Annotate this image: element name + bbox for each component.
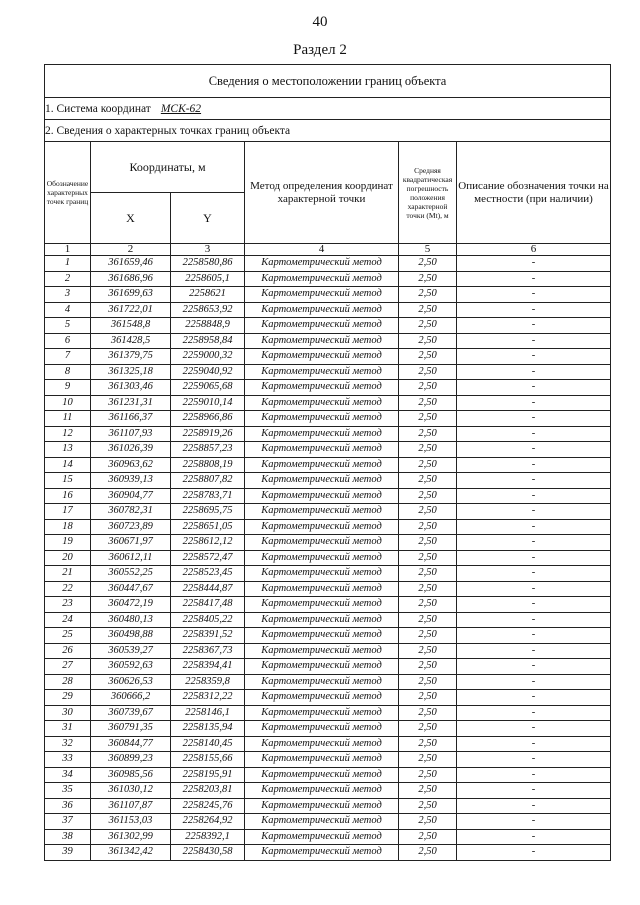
coord-y: 2258264,92 [171,814,245,830]
table-row [45,411,611,427]
coord-x: 360791,35 [91,721,171,737]
accuracy: 2,50 [399,271,457,287]
coord-y: 2258651,05 [171,519,245,535]
table-row [45,597,611,613]
table-row [45,767,611,783]
table-row [45,442,611,458]
coord-x: 361231,31 [91,395,171,411]
table-row [45,349,611,365]
table-row [45,488,611,504]
description: - [457,287,611,303]
table-row [45,302,611,318]
method: Картометрический метод [245,364,399,380]
point-number: 26 [45,643,91,659]
header-point-designation: Обозначение характерных точек границ [45,142,91,244]
coord-x: 360985,56 [91,767,171,783]
coord-x: 360904,77 [91,488,171,504]
coord-x: 360939,13 [91,473,171,489]
coord-x: 361302,99 [91,829,171,845]
table-row [45,566,611,582]
description: - [457,628,611,644]
coord-x: 361722,01 [91,302,171,318]
accuracy: 2,50 [399,566,457,582]
coord-y: 2259000,32 [171,349,245,365]
point-number: 28 [45,674,91,690]
accuracy: 2,50 [399,411,457,427]
accuracy: 2,50 [399,318,457,334]
accuracy: 2,50 [399,550,457,566]
points-title-row [45,120,611,142]
description: - [457,721,611,737]
table-row [45,659,611,675]
point-number: 31 [45,721,91,737]
coord-y: 2258580,86 [171,256,245,272]
method: Картометрический метод [245,488,399,504]
description: - [457,488,611,504]
method: Картометрический метод [245,442,399,458]
point-number: 1 [45,256,91,272]
table-row [45,612,611,628]
coord-y: 2258621 [171,287,245,303]
table-row [45,829,611,845]
coord-x: 360626,53 [91,674,171,690]
method: Картометрический метод [245,535,399,551]
description: - [457,690,611,706]
point-number: 8 [45,364,91,380]
point-number: 33 [45,752,91,768]
point-number: 23 [45,597,91,613]
points-title: 2. Сведения о характерных точках границ объекта [45,120,611,142]
coord-x: 361428,5 [91,333,171,349]
description: - [457,581,611,597]
method: Картометрический метод [245,411,399,427]
description: - [457,333,611,349]
table-row [45,643,611,659]
coord-y: 2258966,86 [171,411,245,427]
point-number: 29 [45,690,91,706]
method: Картометрический метод [245,690,399,706]
accuracy: 2,50 [399,488,457,504]
accuracy: 2,50 [399,783,457,799]
method: Картометрический метод [245,318,399,334]
description: - [457,457,611,473]
method: Картометрический метод [245,349,399,365]
table-row [45,628,611,644]
accuracy: 2,50 [399,519,457,535]
description: - [457,256,611,272]
point-number: 22 [45,581,91,597]
description: - [457,519,611,535]
coord-x: 360447,67 [91,581,171,597]
coord-x: 361166,37 [91,411,171,427]
coord-x: 360612,11 [91,550,171,566]
coord-y: 2258605,1 [171,271,245,287]
coord-x: 360539,27 [91,643,171,659]
coord-y: 2258155,66 [171,752,245,768]
coord-y: 2258807,82 [171,473,245,489]
coord-x: 360552,25 [91,566,171,582]
point-number: 39 [45,845,91,861]
coord-y: 2258203,81 [171,783,245,799]
method: Картометрический метод [245,814,399,830]
table-row [45,519,611,535]
method: Картометрический метод [245,380,399,396]
coord-y: 2258417,48 [171,597,245,613]
coord-y: 2258444,87 [171,581,245,597]
method: Картометрический метод [245,767,399,783]
column-number: 5 [399,244,457,256]
point-number: 11 [45,411,91,427]
accuracy: 2,50 [399,597,457,613]
coord-x: 360844,77 [91,736,171,752]
point-number: 14 [45,457,91,473]
method: Картометрический метод [245,256,399,272]
method: Картометрический метод [245,473,399,489]
coord-x: 361659,46 [91,256,171,272]
coord-y: 2258140,45 [171,736,245,752]
description: - [457,535,611,551]
table-row [45,333,611,349]
method: Картометрический метод [245,659,399,675]
coord-x: 361325,18 [91,364,171,380]
column-number: 6 [457,244,611,256]
method: Картометрический метод [245,519,399,535]
header-y: Y [171,193,245,244]
method: Картометрический метод [245,504,399,520]
method: Картометрический метод [245,705,399,721]
coord-x: 360498,88 [91,628,171,644]
coord-x: 360671,97 [91,535,171,551]
table-row [45,690,611,706]
description: - [457,829,611,845]
description: - [457,380,611,396]
header-description: Описание обозначения точки на местности (при наличии) [457,142,611,244]
point-number: 27 [45,659,91,675]
description: - [457,612,611,628]
coord-x: 361153,03 [91,814,171,830]
description: - [457,473,611,489]
description: - [457,783,611,799]
point-number: 16 [45,488,91,504]
description: - [457,566,611,582]
coord-y: 2258653,92 [171,302,245,318]
table-row [45,395,611,411]
accuracy: 2,50 [399,535,457,551]
table-row [45,705,611,721]
description: - [457,302,611,318]
description: - [457,504,611,520]
table-row [45,504,611,520]
header-row-1 [45,142,611,193]
table-row [45,364,611,380]
point-number: 4 [45,302,91,318]
table-row [45,271,611,287]
column-number: 1 [45,244,91,256]
coord-y: 2259040,92 [171,364,245,380]
table-title-row [45,65,611,98]
description: - [457,442,611,458]
accuracy: 2,50 [399,659,457,675]
description: - [457,395,611,411]
coord-x: 361699,63 [91,287,171,303]
accuracy: 2,50 [399,426,457,442]
accuracy: 2,50 [399,643,457,659]
coord-x: 360963,62 [91,457,171,473]
coord-y: 2258695,75 [171,504,245,520]
coord-y: 2259065,68 [171,380,245,396]
coord-y: 2258359,8 [171,674,245,690]
coord-y: 2258367,73 [171,643,245,659]
method: Картометрический метод [245,302,399,318]
point-number: 9 [45,380,91,396]
description: - [457,845,611,861]
point-number: 6 [45,333,91,349]
method: Картометрический метод [245,736,399,752]
method: Картометрический метод [245,271,399,287]
header-method: Метод определения координат характерной точки [245,142,399,244]
boundary-points-table [44,64,611,861]
description: - [457,318,611,334]
column-number: 3 [171,244,245,256]
coord-y: 2258808,19 [171,457,245,473]
coord-x: 361342,42 [91,845,171,861]
table-row [45,473,611,489]
coord-y: 2258612,12 [171,535,245,551]
table-row [45,798,611,814]
coord-x: 360480,13 [91,612,171,628]
coord-x: 361107,93 [91,426,171,442]
table-row [45,457,611,473]
coord-y: 2258572,47 [171,550,245,566]
table-row [45,674,611,690]
method: Картометрический метод [245,643,399,659]
description: - [457,814,611,830]
table-row [45,426,611,442]
method: Картометрический метод [245,829,399,845]
description: - [457,364,611,380]
point-number: 37 [45,814,91,830]
description: - [457,349,611,365]
accuracy: 2,50 [399,612,457,628]
point-number: 17 [45,504,91,520]
coord-system-label: 1. Система координат [45,102,151,115]
coord-x: 361379,75 [91,349,171,365]
coord-system-row [45,98,611,120]
method: Картометрический метод [245,566,399,582]
description: - [457,736,611,752]
coord-y: 2258783,71 [171,488,245,504]
accuracy: 2,50 [399,736,457,752]
coord-y: 2258958,84 [171,333,245,349]
accuracy: 2,50 [399,628,457,644]
coord-x: 360899,23 [91,752,171,768]
method: Картометрический метод [245,798,399,814]
description: - [457,411,611,427]
accuracy: 2,50 [399,721,457,737]
accuracy: 2,50 [399,302,457,318]
accuracy: 2,50 [399,442,457,458]
accuracy: 2,50 [399,349,457,365]
point-number: 19 [45,535,91,551]
description: - [457,798,611,814]
point-number: 7 [45,349,91,365]
point-number: 32 [45,736,91,752]
table-row [45,814,611,830]
method: Картометрический метод [245,674,399,690]
coord-y: 2258848,9 [171,318,245,334]
accuracy: 2,50 [399,829,457,845]
coord-x: 361548,8 [91,318,171,334]
description: - [457,674,611,690]
table-row [45,721,611,737]
description: - [457,426,611,442]
table-row [45,256,611,272]
coord-x: 361686,96 [91,271,171,287]
coord-x: 361107,87 [91,798,171,814]
point-number: 30 [45,705,91,721]
section-title: Раздел 2 [293,42,347,58]
accuracy: 2,50 [399,457,457,473]
method: Картометрический метод [245,845,399,861]
point-number: 5 [45,318,91,334]
method: Картометрический метод [245,628,399,644]
page-number: 40 [312,14,328,30]
table-row [45,550,611,566]
point-number: 3 [45,287,91,303]
point-number: 25 [45,628,91,644]
accuracy: 2,50 [399,581,457,597]
coord-y: 2258919,26 [171,426,245,442]
table-row [45,581,611,597]
point-number: 18 [45,519,91,535]
coord-x: 361026,39 [91,442,171,458]
method: Картометрический метод [245,457,399,473]
accuracy: 2,50 [399,504,457,520]
method: Картометрический метод [245,287,399,303]
table-row [45,287,611,303]
accuracy: 2,50 [399,767,457,783]
accuracy: 2,50 [399,364,457,380]
point-number: 21 [45,566,91,582]
method: Картометрический метод [245,597,399,613]
description: - [457,752,611,768]
coord-x: 360666,2 [91,690,171,706]
point-number: 15 [45,473,91,489]
column-numbers-row [45,244,611,256]
coord-x: 360472,19 [91,597,171,613]
method: Картометрический метод [245,612,399,628]
point-number: 35 [45,783,91,799]
table-row [45,783,611,799]
point-number: 2 [45,271,91,287]
accuracy: 2,50 [399,705,457,721]
coord-y: 2258857,23 [171,442,245,458]
description: - [457,659,611,675]
column-number: 2 [91,244,171,256]
coord-y: 2258135,94 [171,721,245,737]
column-number: 4 [245,244,399,256]
accuracy: 2,50 [399,333,457,349]
coord-x: 361303,46 [91,380,171,396]
accuracy: 2,50 [399,752,457,768]
coord-y: 2258146,1 [171,705,245,721]
header-coordinates: Координаты, м [91,142,245,193]
table-row [45,752,611,768]
coord-y: 2258312,22 [171,690,245,706]
description: - [457,550,611,566]
method: Картометрический метод [245,395,399,411]
point-number: 38 [45,829,91,845]
point-number: 20 [45,550,91,566]
table-row [45,380,611,396]
method: Картометрический метод [245,426,399,442]
coord-x: 360592,63 [91,659,171,675]
description: - [457,705,611,721]
header-accuracy: Средняя квадратическая погрешность положения характерной точки (Мt), м [399,142,457,244]
coord-y: 2258523,45 [171,566,245,582]
accuracy: 2,50 [399,690,457,706]
accuracy: 2,50 [399,256,457,272]
header-x: X [91,193,171,244]
table-row [45,318,611,334]
coord-y: 2258392,1 [171,829,245,845]
accuracy: 2,50 [399,380,457,396]
coord-system [45,98,611,120]
accuracy: 2,50 [399,473,457,489]
coord-y: 2259010,14 [171,395,245,411]
point-number: 36 [45,798,91,814]
point-number: 10 [45,395,91,411]
coord-x: 360723,89 [91,519,171,535]
accuracy: 2,50 [399,845,457,861]
description: - [457,643,611,659]
method: Картометрический метод [245,581,399,597]
method: Картометрический метод [245,550,399,566]
accuracy: 2,50 [399,814,457,830]
method: Картометрический метод [245,333,399,349]
description: - [457,271,611,287]
coord-y: 2258245,76 [171,798,245,814]
coord-y: 2258405,22 [171,612,245,628]
description: - [457,597,611,613]
method: Картометрический метод [245,721,399,737]
method: Картометрический метод [245,783,399,799]
coord-y: 2258195,91 [171,767,245,783]
coord-x: 361030,12 [91,783,171,799]
coord-x: 360739,67 [91,705,171,721]
point-number: 34 [45,767,91,783]
table-row [45,845,611,861]
table-row [45,736,611,752]
accuracy: 2,50 [399,287,457,303]
accuracy: 2,50 [399,798,457,814]
coord-y: 2258391,52 [171,628,245,644]
accuracy: 2,50 [399,395,457,411]
coord-x: 360782,31 [91,504,171,520]
method: Картометрический метод [245,752,399,768]
coord-system-value: МСК-62 [160,102,202,115]
point-number: 13 [45,442,91,458]
description: - [457,767,611,783]
table-row [45,535,611,551]
coord-y: 2258394,41 [171,659,245,675]
point-number: 24 [45,612,91,628]
table-title: Сведения о местоположении границ объекта [45,65,611,98]
point-number: 12 [45,426,91,442]
coord-y: 2258430,58 [171,845,245,861]
accuracy: 2,50 [399,674,457,690]
